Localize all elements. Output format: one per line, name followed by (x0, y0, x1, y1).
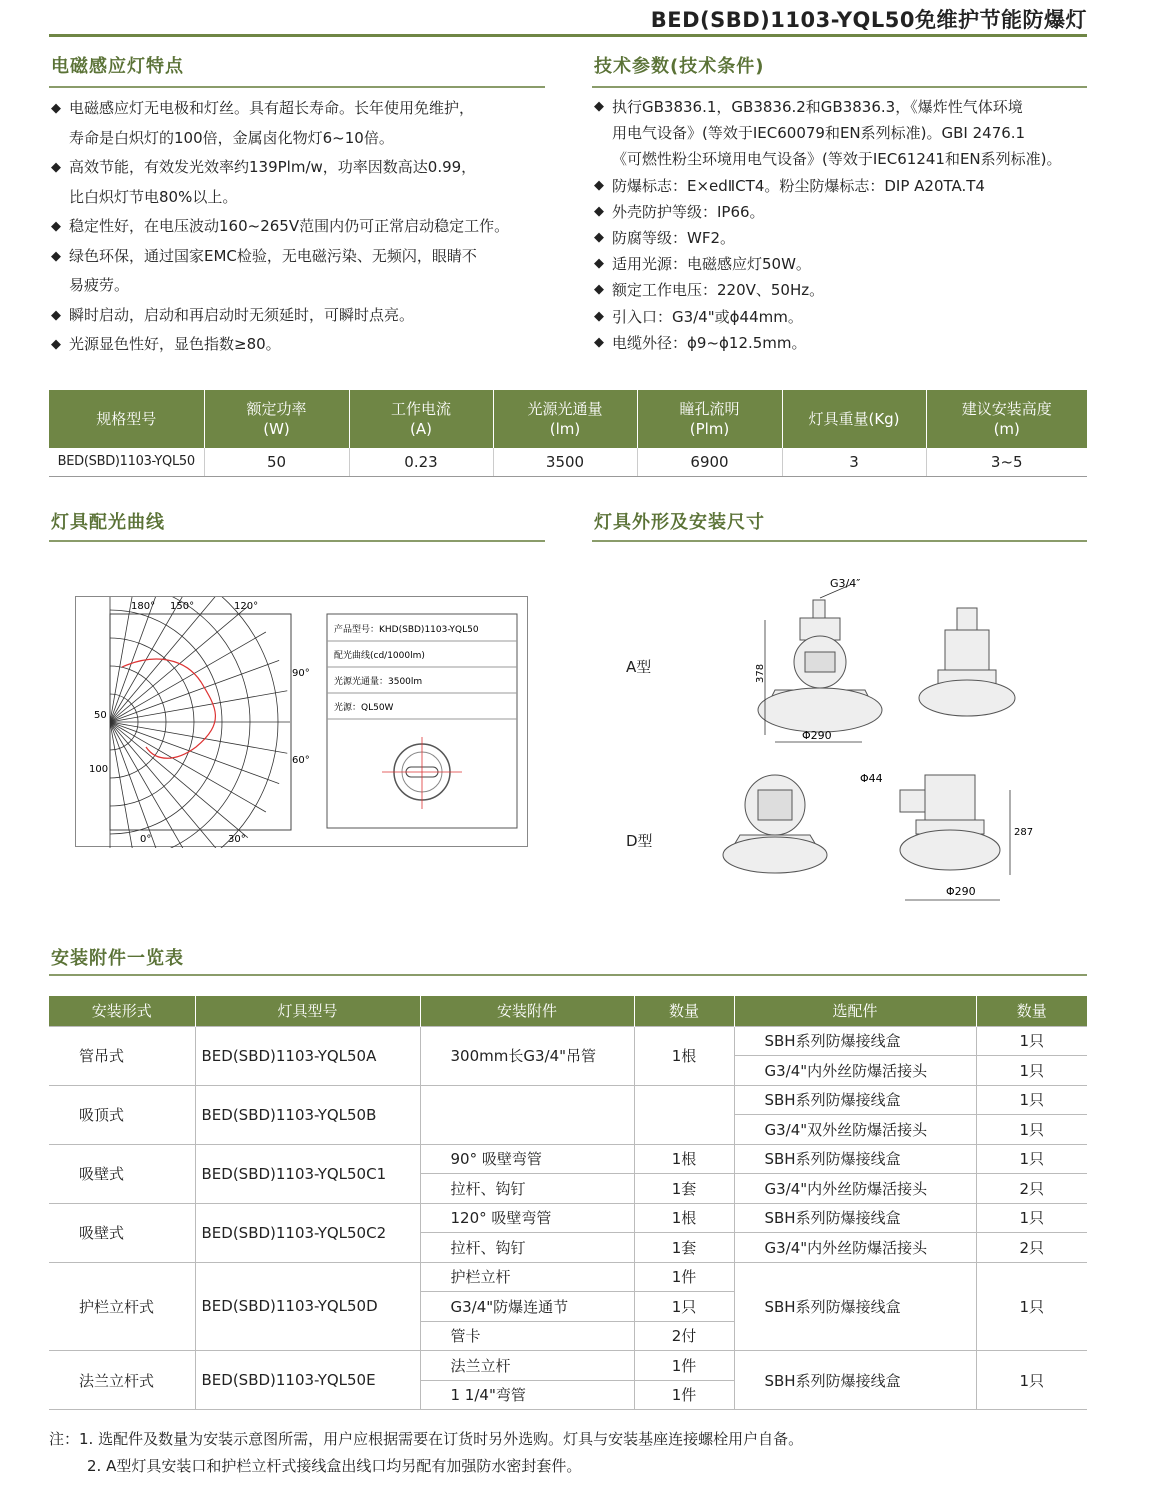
dims-rule (592, 540, 1087, 542)
acc-model: BED(SBD)1103-YQL50A (195, 1026, 420, 1085)
angle-label: 180° (131, 601, 156, 612)
acc-model: BED(SBD)1103-YQL50E (195, 1351, 420, 1410)
info-line: 光源：QL50W (334, 703, 394, 713)
acc-qty: 1套 (634, 1174, 734, 1204)
acc-item: 300mm长G3/4"吊管 (420, 1026, 634, 1085)
acc-qty: 1套 (634, 1233, 734, 1263)
acc-item: 法兰立杆 (420, 1351, 634, 1381)
dim-label: Φ290 (946, 885, 976, 898)
acc-qty (634, 1085, 734, 1144)
feature-item (51, 330, 551, 360)
light-distribution-diagram (75, 596, 528, 847)
acc-form: 吸壁式 (49, 1203, 195, 1262)
feature-line: 易疲劳。 (69, 276, 130, 294)
tech-line: ◆ 电缆外径：ϕ9~ϕ12.5mm。 (612, 333, 807, 352)
dim-label: 378 (755, 663, 766, 683)
opt-item: SBH系列防爆接线盒 (734, 1026, 976, 1056)
acc-qty: 2付 (634, 1321, 734, 1351)
opt-item: SBH系列防爆接线盒 (734, 1085, 976, 1115)
tech-line: ◆ 执行GB3836.1，GB3836.2和GB3836.3，《爆炸性气体环境 (612, 98, 1023, 116)
acc-qty: 1只 (634, 1292, 734, 1322)
lamp-d-side-icon (900, 775, 1000, 870)
acc-item: 1 1/4"弯管 (420, 1380, 634, 1410)
spec-cell: 3 (782, 448, 926, 476)
tech-item (594, 330, 1089, 356)
lamp-d-front-icon (723, 775, 827, 873)
polar-chart (76, 597, 529, 848)
spec-header-cell: 瞳孔流明 (Plm) (637, 390, 782, 448)
info-line: 配光曲线(cd/1000lm) (334, 651, 425, 661)
tech-line: 《可燃性粉尘环境用电气设备》(等效于IEC61241和EN系列标准)。 (612, 150, 1062, 169)
acc-form: 管吊式 (49, 1026, 195, 1085)
lamp-dimension-drawing (720, 570, 1100, 910)
spec-header-cell: 规格型号 (49, 390, 204, 448)
spec-header-cell: 光源光通量 (lm) (493, 390, 637, 448)
acc-form: 法兰立杆式 (49, 1351, 195, 1410)
acc-qty: 1件 (634, 1380, 734, 1410)
acc-item: 90° 吸壁弯管 (420, 1144, 634, 1174)
acc-item (420, 1085, 634, 1144)
acc-qty: 1根 (634, 1144, 734, 1174)
feature-item (51, 94, 551, 153)
spec-cell: BED(SBD)1103-YQL50 (49, 448, 204, 476)
acc-item: 120° 吸壁弯管 (420, 1203, 634, 1233)
acc-item: 拉杆、钩钉 (420, 1233, 634, 1263)
tech-item (594, 199, 1089, 225)
opt-qty: 1只 (976, 1351, 1087, 1410)
title-rule (49, 34, 1087, 37)
feature-line: ◆ 绿色环保，通过国家EMC检验，无电磁污染、无频闪，眼睛不 (69, 246, 477, 265)
acc-qty: 1根 (634, 1026, 734, 1085)
tech-rule (592, 86, 1087, 88)
features-list (51, 94, 551, 360)
opt-item: SBH系列防爆接线盒 (734, 1144, 976, 1174)
spec-cell: 6900 (637, 448, 782, 476)
curve-title: 灯具配光曲线 (51, 512, 165, 533)
acc-item: 管卡 (420, 1321, 634, 1351)
acc-model: BED(SBD)1103-YQL50C2 (195, 1203, 420, 1262)
spec-header-cell: 灯具重量(Kg) (782, 390, 926, 448)
spec-cell: 50 (204, 448, 349, 476)
acc-row (49, 1144, 1087, 1174)
opt-qty: 1只 (976, 1085, 1087, 1115)
feature-item (51, 301, 551, 331)
dim-label: 287 (1014, 827, 1034, 838)
acc-row (49, 1026, 1087, 1056)
feature-line: ◆ 稳定性好，在电压波动160~265V范围内仍可正常启动稳定工作。 (69, 217, 510, 235)
spec-table (49, 390, 1087, 477)
type-d-label: D型 (626, 832, 653, 850)
tech-line: ◆ 额定工作电压：220V、50Hz。 (612, 281, 825, 300)
type-a-label: A型 (626, 658, 652, 676)
spec-header-cell: 工作电流 (A) (349, 390, 493, 448)
opt-qty: 1只 (976, 1115, 1087, 1145)
feature-line: ◆ 瞬时启动，启动和再启动时无须延时，可瞬时点亮。 (69, 305, 415, 324)
feature-line: ◆ 高效节能，有效发光效率约139Plm/w，功率因数高达0.99， (69, 158, 477, 176)
info-line: 光源光通量：3500lm (334, 677, 423, 687)
acc-header-cell: 数量 (976, 996, 1087, 1026)
acc-row (49, 1262, 1087, 1292)
dim-label: Φ44 (860, 772, 883, 785)
tech-title: 技术参数(技术条件) (594, 56, 765, 77)
angle-label: 30° (228, 834, 246, 845)
acc-item: 拉杆、钩钉 (420, 1174, 634, 1204)
opt-qty: 1只 (976, 1262, 1087, 1351)
radial-label: 50 (94, 710, 107, 721)
acc-qty: 1件 (634, 1351, 734, 1381)
tech-list (594, 94, 1089, 356)
tech-item (594, 251, 1089, 277)
tech-line: ◆ 外壳防护等级：IP66。 (612, 202, 765, 221)
radial-label: 100 (89, 764, 109, 775)
accessories-table (49, 996, 1087, 1410)
acc-qty: 1件 (634, 1262, 734, 1292)
angle-label: 150° (170, 601, 195, 612)
tech-item (594, 94, 1089, 173)
opt-item: SBH系列防爆接线盒 (734, 1262, 976, 1351)
acc-row (49, 1203, 1087, 1233)
curve-rule (49, 540, 545, 542)
feature-line: ◆ 光源显色性好，显色指数≥80。 (69, 335, 281, 353)
lamp-a-front-icon (758, 600, 882, 732)
note-1: 注：1. 选配件及数量为安装示意图所需，用户应根据需要在订货时另外选购。灯具与安装基座连接螺栓用户自备。 (49, 1430, 804, 1448)
acc-header-cell: 安装形式 (49, 996, 195, 1026)
features-rule (49, 86, 545, 88)
acc-form: 护栏立杆式 (49, 1262, 195, 1351)
feature-line: ◆ 电磁感应灯无电极和灯丝。具有超长寿命。长年使用免维护， (69, 99, 475, 117)
angle-label: 90° (292, 668, 310, 679)
acc-model: BED(SBD)1103-YQL50D (195, 1262, 420, 1351)
acc-header-cell: 灯具型号 (195, 996, 420, 1026)
acc-form: 吸顶式 (49, 1085, 195, 1144)
acc-item: G3/4"防爆连通节 (420, 1292, 634, 1322)
acc-model: BED(SBD)1103-YQL50B (195, 1085, 420, 1144)
opt-qty: 2只 (976, 1233, 1087, 1263)
angle-label: 60° (292, 755, 310, 766)
spec-cell: 0.23 (349, 448, 493, 476)
tech-line: ◆ 适用光源：电磁感应灯50W。 (612, 255, 811, 274)
opt-qty: 2只 (976, 1174, 1087, 1204)
opt-qty: 1只 (976, 1026, 1087, 1056)
spec-header-cell: 额定功率 (W) (204, 390, 349, 448)
acc-row (49, 1085, 1087, 1115)
feature-item (51, 212, 551, 242)
acc-header-cell: 安装附件 (420, 996, 634, 1026)
opt-qty: 1只 (976, 1144, 1087, 1174)
feature-item (51, 153, 551, 212)
acc-model: BED(SBD)1103-YQL50C1 (195, 1144, 420, 1203)
accessories-rule (49, 974, 1087, 976)
opt-item: G3/4"内外丝防爆活接头 (734, 1056, 976, 1086)
opt-qty: 1只 (976, 1203, 1087, 1233)
feature-line: 比白炽灯节电80%以上。 (69, 187, 238, 206)
lamp-top-view-icon (382, 737, 462, 809)
page-title: BED(SBD)1103-YQL50免维护节能防爆灯 (650, 8, 1087, 32)
opt-item: G3/4"内外丝防爆活接头 (734, 1174, 976, 1204)
acc-qty: 1根 (634, 1203, 734, 1233)
acc-row (49, 1351, 1087, 1381)
acc-header-cell: 选配件 (734, 996, 976, 1026)
acc-form: 吸壁式 (49, 1144, 195, 1203)
opt-item: SBH系列防爆接线盒 (734, 1203, 976, 1233)
dims-title: 灯具外形及安装尺寸 (594, 512, 765, 533)
dim-label: G3/4″ (830, 577, 861, 590)
opt-item: G3/4"内外丝防爆活接头 (734, 1233, 976, 1263)
feature-item (51, 242, 551, 301)
opt-qty: 1只 (976, 1056, 1087, 1086)
spec-cell: 3500 (493, 448, 637, 476)
dim-label: Φ290 (802, 729, 832, 742)
tech-item (594, 304, 1089, 330)
spec-cell: 3~5 (926, 448, 1087, 476)
info-line: 产品型号：KHD(SBD)1103-YQL50 (334, 625, 479, 635)
tech-line: 用电气设备》(等效于IEC60079和EN系列标准)。GBI 2476.1 (612, 124, 1026, 143)
tech-line: ◆ 引入口：G3/4"或ϕ44mm。 (612, 307, 803, 326)
feature-line: 寿命是白炽灯的100倍，金属卤化物灯6~10倍。 (69, 128, 394, 147)
lamp-a-side-icon (919, 608, 1015, 716)
opt-item: SBH系列防爆接线盒 (734, 1351, 976, 1410)
acc-item: 护栏立杆 (420, 1262, 634, 1292)
note-2: 2. A型灯具安装口和护栏立杆式接线盒出线口均另配有加强防水密封套件。 (87, 1457, 582, 1475)
tech-item (594, 277, 1089, 303)
accessories-title: 安装附件一览表 (51, 948, 184, 969)
opt-item: G3/4"双外丝防爆活接头 (734, 1115, 976, 1145)
angle-label: 0° (140, 834, 152, 845)
angle-label: 120° (234, 601, 259, 612)
spec-header-cell: 建议安装高度 (m) (926, 390, 1087, 448)
tech-item (594, 225, 1089, 251)
tech-line: ◆ 防爆标志：E×edⅡCT4。粉尘防爆标志：DIP A20TA.T4 (612, 176, 985, 195)
tech-item (594, 173, 1089, 199)
features-title: 电磁感应灯特点 (51, 56, 184, 77)
acc-header-cell: 数量 (634, 996, 734, 1026)
tech-line: ◆ 防腐等级：WF2。 (612, 229, 736, 248)
